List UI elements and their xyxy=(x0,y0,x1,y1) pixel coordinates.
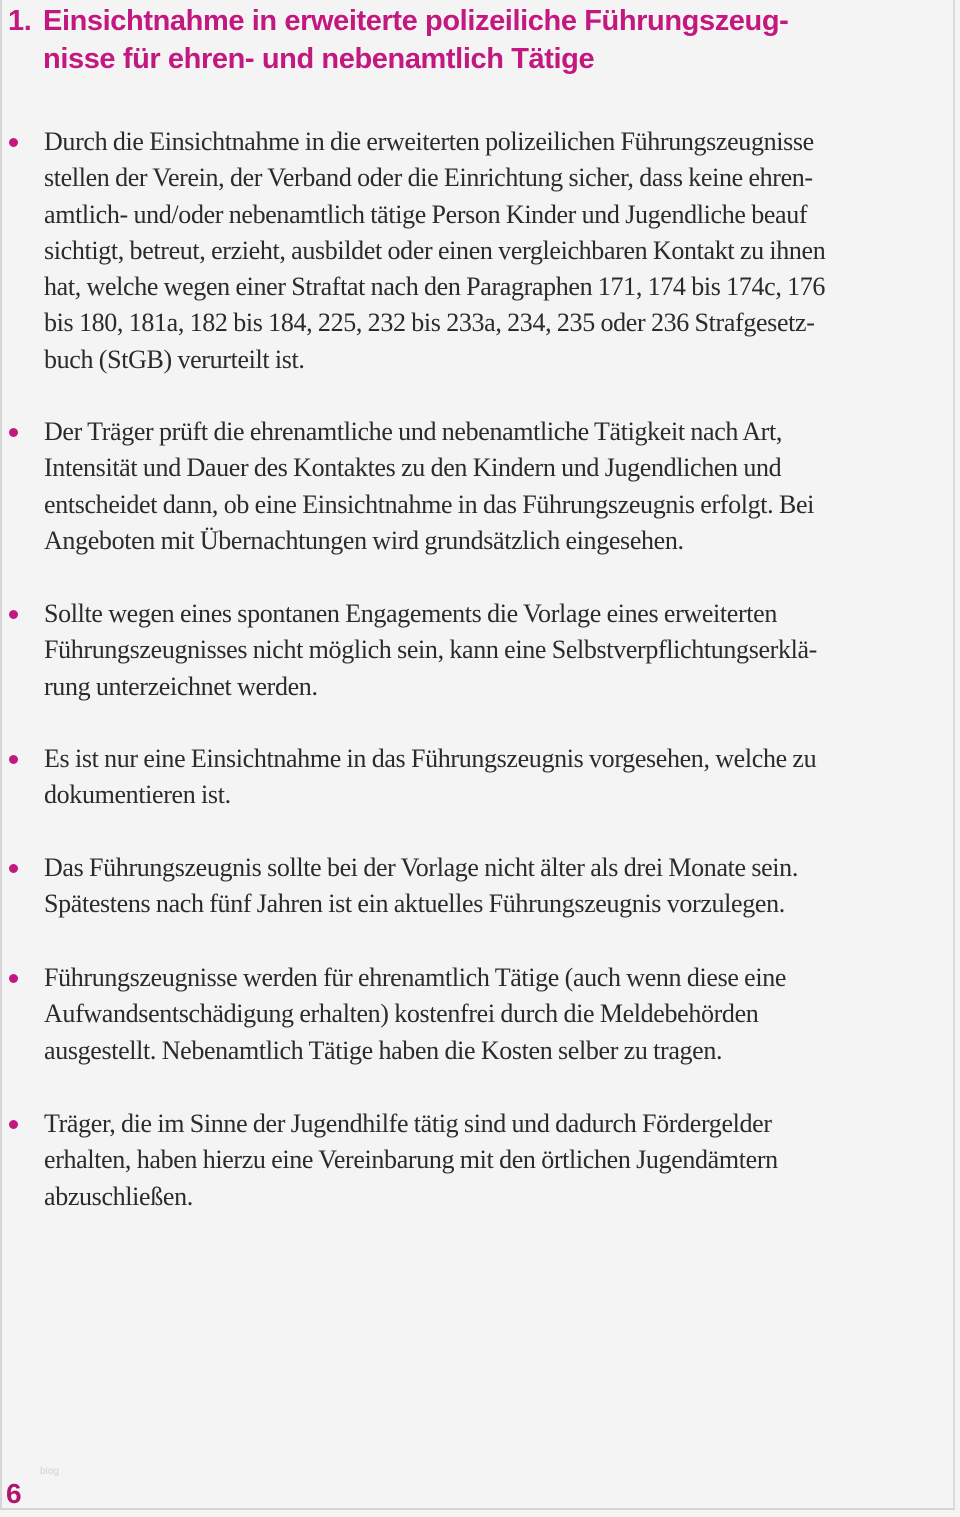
text-line: Träger, die im Sinne der Jugendhilfe tätig sind und dadurch Fördergelder xyxy=(44,1109,772,1138)
text-line: hat, welche wegen einer Straftat nach den Paragraphen 171, 174 bis 174c, 176 xyxy=(44,272,826,302)
text-line: amtlich- und/oder nebenamtlich tätige Person Kinder und Jugendliche beauf xyxy=(44,199,808,229)
bullet-item-5 xyxy=(0,850,798,923)
bullet-item-3 xyxy=(0,596,817,705)
bullet-item-4 xyxy=(0,741,816,814)
text-line: Spätestens nach fünf Jahren ist ein aktuelles Führungszeugnis vorzulegen. xyxy=(44,889,785,919)
bullet-text xyxy=(44,124,825,378)
bullet-dot-icon xyxy=(9,1120,18,1129)
text-line: Angeboten mit Übernachtungen wird grundsätzlich eingesehen. xyxy=(44,525,684,555)
bullet-text xyxy=(44,596,817,705)
text-line: buch (StGB) verurteilt ist. xyxy=(44,344,305,374)
text-line: rung unterzeichnet werden. xyxy=(44,671,318,701)
bullet-text xyxy=(44,741,816,814)
bullet-text xyxy=(44,850,798,923)
bullet-text xyxy=(44,1106,778,1215)
text-line: abzuschließen. xyxy=(44,1181,193,1211)
bullet-dot-icon xyxy=(9,428,18,437)
text-line: Führungszeugnisses nicht möglich sein, kann eine Selbstverpflichtungserklä- xyxy=(44,635,817,665)
text-line: bis 180, 181a, 182 bis 184, 225, 232 bis 233a, 234, 235 oder 236 Strafgesetz- xyxy=(44,308,815,338)
section-heading xyxy=(8,2,938,78)
text-line: erhalten, haben hierzu eine Vereinbarung mit den örtlichen Jugendämtern xyxy=(44,1145,778,1175)
bullet-dot-icon xyxy=(9,864,18,873)
page-number: 6 xyxy=(6,1478,22,1509)
bullet-item-6 xyxy=(0,960,786,1069)
heading-line-2: nisse für ehren- und nebenamtlich Tätige xyxy=(43,43,595,75)
text-line: stellen der Verein, der Verband oder die Einrichtung sicher, dass keine ehren- xyxy=(44,163,813,193)
text-line: Es ist nur eine Einsichtnahme in das Führungszeugnis vorgesehen, welche zu xyxy=(44,744,817,773)
text-line: Aufwandsentschädigung erhalten) kostenfrei durch die Meldebehörden xyxy=(44,999,759,1029)
text-line: Sollte wegen eines spontanen Engagements die Vorlage eines erweiterten xyxy=(44,599,777,628)
text-line: ausgestellt. Nebenamtlich Tätige haben die Kosten selber zu tragen. xyxy=(44,1035,723,1065)
text-line: Durch die Einsichtnahme in die erweiterten polizeilichen Führungszeugnisse xyxy=(44,127,814,156)
text-line: entscheidet dann, ob eine Einsichtnahme in das Führungszeugnis erfolgt. Bei xyxy=(44,489,815,519)
text-line: sichtigt, betreut, erzieht, ausbildet oder einen vergleichbaren Kontakt zu ihnen xyxy=(44,235,826,265)
heading-line-1: Einsichtnahme in erweiterte polizeiliche Führungszeug- xyxy=(43,5,789,37)
bullet-text xyxy=(44,960,786,1069)
bullet-dot-icon xyxy=(9,138,18,147)
bullet-dot-icon xyxy=(9,755,18,764)
bullet-item-7 xyxy=(0,1106,778,1215)
watermark: blog xyxy=(40,1466,59,1477)
bullet-dot-icon xyxy=(9,610,18,619)
bullet-dot-icon xyxy=(9,974,18,983)
text-line: Das Führungszeugnis sollte bei der Vorlage nicht älter als drei Monate sein. xyxy=(44,853,798,882)
text-line: Der Träger prüft die ehrenamtliche und nebenamtliche Tätigkeit nach Art, xyxy=(44,417,783,446)
bullet-item-2 xyxy=(0,414,814,559)
text-line: Intensität und Dauer des Kontaktes zu den Kindern und Jugendlichen und xyxy=(44,453,782,483)
text-line: Führungszeugnisse werden für ehrenamtlich Tätige (auch wenn diese eine xyxy=(44,963,787,992)
bullet-text xyxy=(44,414,814,559)
text-line: dokumentieren ist. xyxy=(44,780,231,810)
section-number: 1. xyxy=(8,5,32,37)
bullet-item-1 xyxy=(0,124,825,378)
